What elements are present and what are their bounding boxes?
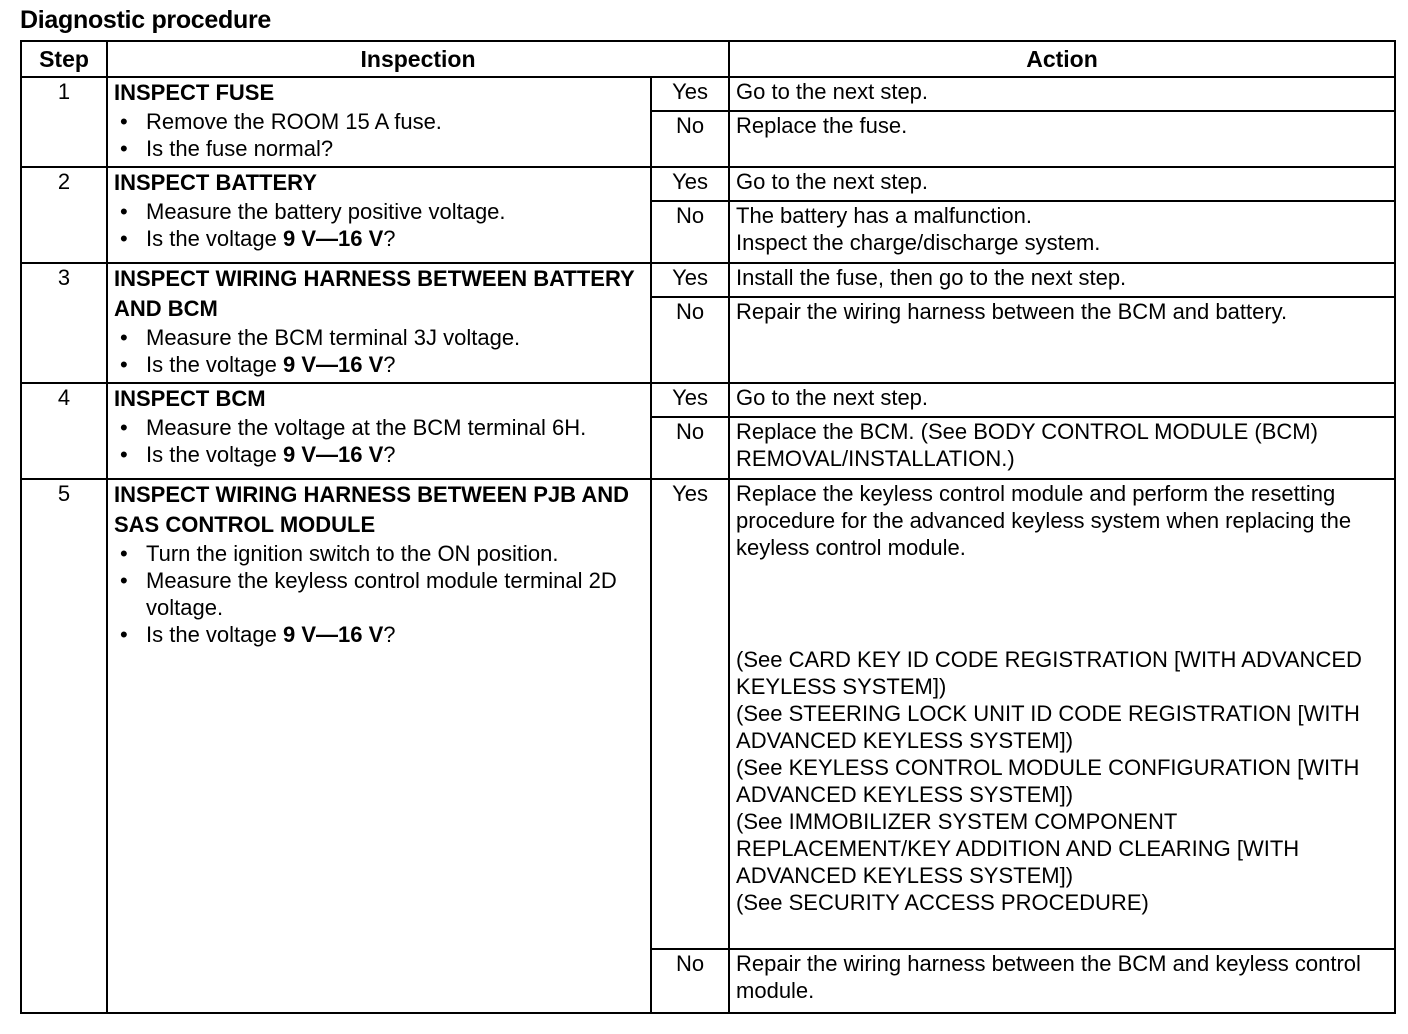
step-row-yes <box>21 479 1395 949</box>
no-action <box>729 297 1395 383</box>
bullet-text: Measure the BCM terminal 3J voltage. <box>146 325 521 350</box>
no-label: No <box>651 111 729 167</box>
step-number: 2 <box>21 167 107 263</box>
yes-action <box>729 167 1395 201</box>
reference-line: (See STEERING LOCK UNIT ID CODE REGISTRATION [WITH ADVANCED KEYLESS SYSTEM]) <box>736 701 1360 753</box>
inspection-title: INSPECT BATTERY <box>114 170 317 195</box>
inspection-cell <box>107 263 651 383</box>
action-line: Replace the keyless control module and perform the resetting procedure for the advanced keyless system when replacing the keyless control module. <box>736 481 1352 560</box>
inspection-title: INSPECT WIRING HARNESS BETWEEN BATTERY AND BCM <box>114 266 635 321</box>
no-label: No <box>651 297 729 383</box>
step-number: 4 <box>21 383 107 479</box>
action-line: Replace the fuse. <box>736 113 908 138</box>
bullet-text: Turn the ignition switch to the ON position. <box>146 541 559 566</box>
step-row-yes <box>21 77 1395 111</box>
page-title: Diagnostic procedure <box>20 6 271 34</box>
yes-action <box>729 383 1395 417</box>
reference-line: (See SECURITY ACCESS PROCEDURE) <box>736 890 1149 915</box>
inspection-bullet <box>146 225 644 252</box>
inspection-bullet <box>146 441 644 468</box>
step-row-yes <box>21 167 1395 201</box>
action-line: Replace the BCM. (See BODY CONTROL MODULE (BCM) REMOVAL/INSTALLATION.) <box>736 419 1318 471</box>
no-action <box>729 949 1395 1013</box>
no-action <box>729 201 1395 263</box>
header-action: Action <box>729 41 1395 77</box>
action-line: The battery has a malfunction. <box>736 203 1032 228</box>
inspection-title: INSPECT WIRING HARNESS BETWEEN PJB AND SAS CONTROL MODULE <box>114 482 630 537</box>
inspection-cell <box>107 167 651 263</box>
inspection-bullet <box>146 198 644 225</box>
bullet-value: 9 V—16 V <box>282 622 384 647</box>
bullet-end: ? <box>383 352 396 377</box>
inspection-bullets <box>114 198 644 252</box>
step-number: 1 <box>21 77 107 167</box>
inspection-cell <box>107 383 651 479</box>
no-label: No <box>651 201 729 263</box>
inspection-bullets <box>114 540 644 648</box>
inspection-bullet <box>146 540 644 567</box>
bullet-value: 9 V—16 V <box>282 442 384 467</box>
reference-line: (See CARD KEY ID CODE REGISTRATION [WITH ADVANCED KEYLESS SYSTEM]) <box>736 647 1362 699</box>
reference-line: (See KEYLESS CONTROL MODULE CONFIGURATION [WITH ADVANCED KEYLESS SYSTEM]) <box>736 755 1360 807</box>
inspection-title: INSPECT FUSE <box>114 80 275 105</box>
bullet-end: ? <box>383 622 396 647</box>
inspection-bullet <box>146 621 644 648</box>
header-inspection: Inspection <box>107 41 729 77</box>
inspection-cell <box>107 479 651 1013</box>
yes-label: Yes <box>651 479 729 949</box>
bullet-end: ? <box>383 442 396 467</box>
diagnostic-table <box>20 40 1396 1014</box>
bullet-text: Measure the voltage at the BCM terminal 6H. <box>146 415 587 440</box>
bullet-text: Is the voltage <box>146 226 283 251</box>
inspection-title: INSPECT BCM <box>114 386 266 411</box>
step-number: 3 <box>21 263 107 383</box>
action-line: Go to the next step. <box>736 385 929 410</box>
bullet-text: Is the fuse normal? <box>146 136 334 161</box>
step-number: 5 <box>21 479 107 1013</box>
bullet-value: 9 V—16 V <box>282 352 384 377</box>
yes-action <box>729 77 1395 111</box>
action-line: Repair the wiring harness between the BCM and battery. <box>736 299 1288 324</box>
inspection-bullet <box>146 324 644 351</box>
action-line: Install the fuse, then go to the next step. <box>736 265 1127 290</box>
bullet-text: Is the voltage <box>146 622 283 647</box>
inspection-cell <box>107 77 651 167</box>
bullet-value: 9 V—16 V <box>282 226 384 251</box>
bullet-text: Remove the ROOM 15 A fuse. <box>146 109 442 134</box>
action-line: Go to the next step. <box>736 169 929 194</box>
inspection-bullets <box>114 414 644 468</box>
yes-action <box>729 263 1395 297</box>
action-line: Go to the next step. <box>736 79 929 104</box>
yes-label: Yes <box>651 77 729 111</box>
header-row <box>21 41 1395 77</box>
yes-label: Yes <box>651 383 729 417</box>
inspection-bullet <box>146 108 644 135</box>
action-line: Repair the wiring harness between the BCM and keyless control module. <box>736 951 1361 1003</box>
yes-label: Yes <box>651 263 729 297</box>
bullet-end: ? <box>383 226 396 251</box>
inspection-bullets <box>114 324 644 378</box>
action-line: Inspect the charge/discharge system. <box>736 230 1101 255</box>
spacer <box>736 561 1388 646</box>
no-action <box>729 111 1395 167</box>
no-label: No <box>651 949 729 1013</box>
bullet-text: Is the voltage <box>146 442 283 467</box>
yes-action <box>729 479 1395 949</box>
reference-line: (See IMMOBILIZER SYSTEM COMPONENT REPLACEMENT/KEY ADDITION AND CLEARING [WITH ADVANCED KEYLESS SYSTEM]) <box>736 809 1300 888</box>
no-action <box>729 417 1395 479</box>
no-label: No <box>651 417 729 479</box>
inspection-bullet <box>146 135 644 162</box>
yes-label: Yes <box>651 167 729 201</box>
step-row-yes <box>21 383 1395 417</box>
inspection-bullet <box>146 567 644 621</box>
bullet-text: Measure the battery positive voltage. <box>146 199 506 224</box>
bullet-text: Measure the keyless control module terminal 2D voltage. <box>146 568 617 620</box>
bullet-text: Is the voltage <box>146 352 283 377</box>
inspection-bullet <box>146 351 644 378</box>
inspection-bullet <box>146 414 644 441</box>
inspection-bullets <box>114 108 644 162</box>
header-step: Step <box>21 41 107 77</box>
step-row-yes <box>21 263 1395 297</box>
